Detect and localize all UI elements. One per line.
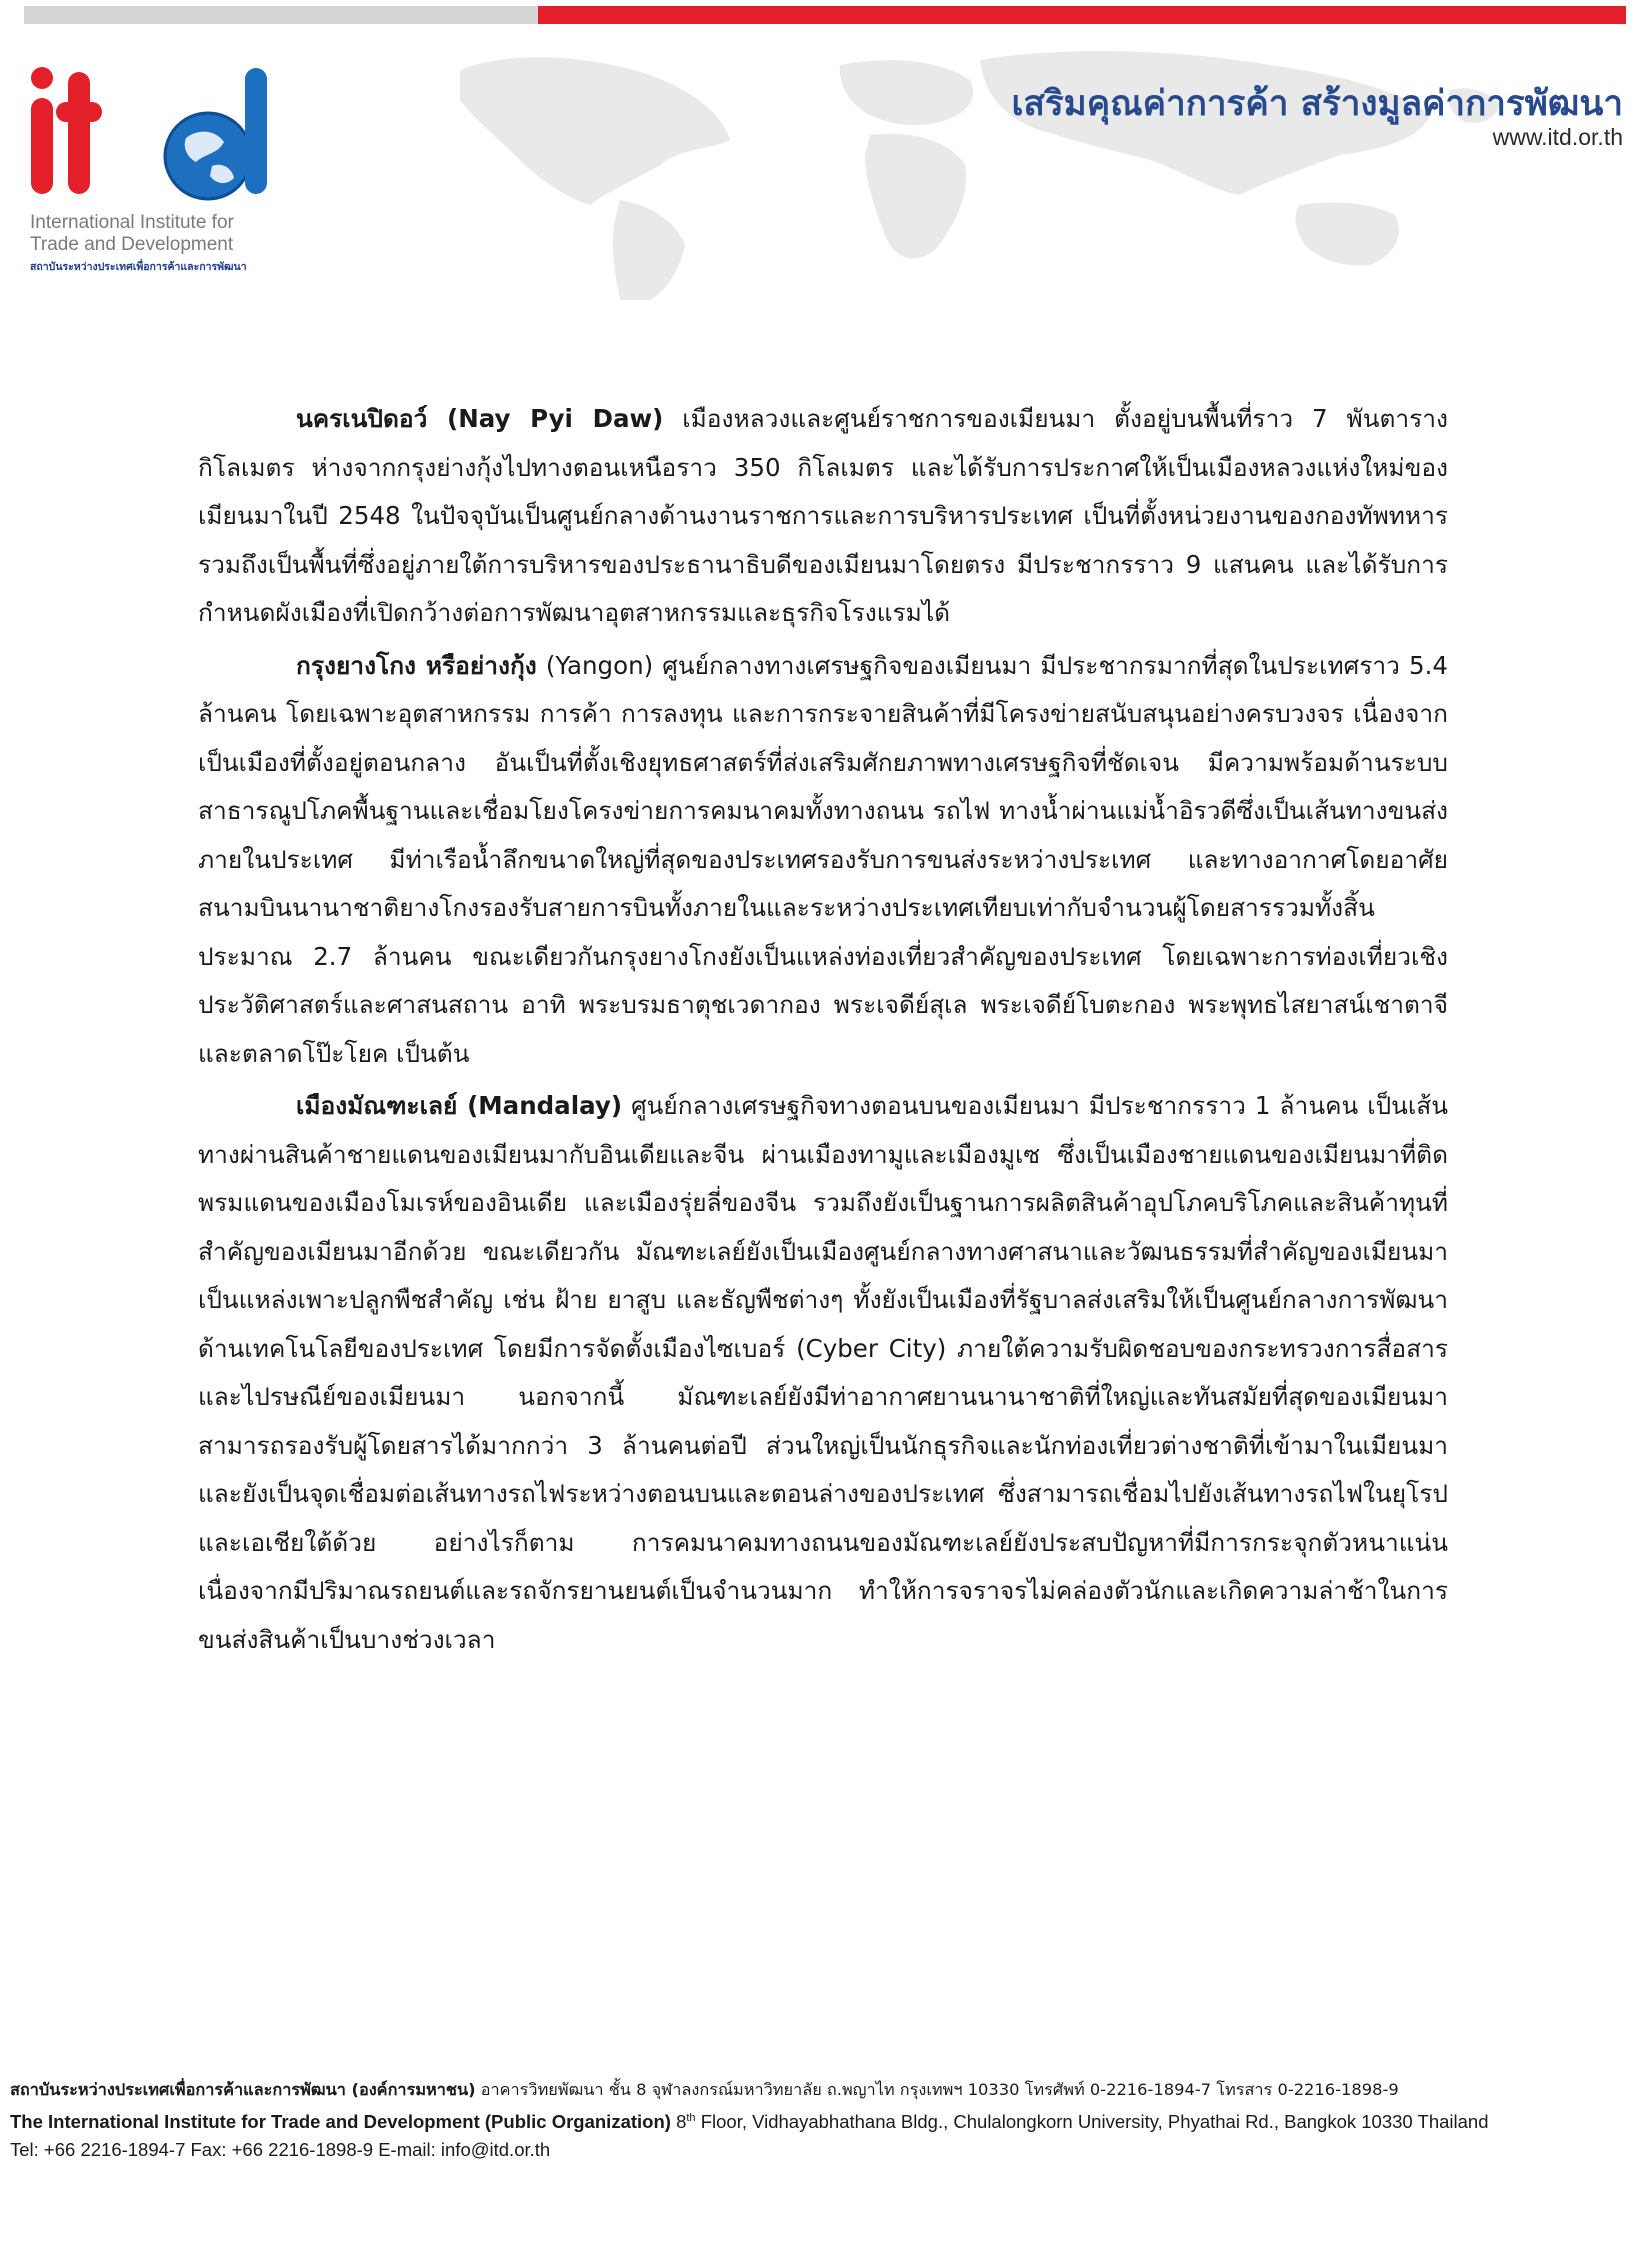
footer-english-floor: 8 <box>670 2111 687 2133</box>
page-footer <box>10 2076 1642 2164</box>
paragraph-naypyidaw <box>198 395 1448 638</box>
paragraph-yangon <box>198 642 1448 1079</box>
logo-english-line1: International Institute for <box>30 212 234 233</box>
paragraph-mandalay <box>198 1082 1448 1664</box>
footer-english-org: The International Institute for Trade and Development (Public Organization) <box>10 2111 671 2133</box>
footer-thai-org: สถาบันระหว่างประเทศเพื่อการค้าและการพัฒนา (องค์การมหาชน) <box>10 2080 476 2099</box>
paragraph-heading: นครเนปิดอว์ (Nay Pyi Daw) <box>296 404 664 433</box>
logo-english-line2: Trade and Development <box>30 234 234 255</box>
footer-english-address <box>10 2104 1642 2136</box>
paragraph-heading: กรุงยางโกง หรือย่างกุ้ง <box>296 650 537 680</box>
header-red-bar <box>538 6 1626 24</box>
logo-thai-name: สถาบันระหว่างประเทศเพื่อการค้าและการพัฒนา <box>30 261 247 273</box>
paragraph-text: เมืองหลวงและศูนย์ราชการของเมียนมา ตั้งอยู่บนพื้นที่ราว 7 พันตารางกิโลเมตร ห่างจากกรุงย่างกุ้งไปทางตอนเหนือราว 350 กิโลเมตร และได้รับการประกาศให้เป็นเมืองหลวงแห่งใหม่ของเมียนมาในปี 2548 ในปัจจุบันเป็นศูนย์กลางด้านงานราชการและการบริหารประเทศ เป็นที่ตั้งหน่วยงานของกองทัพทหาร รวมถึงเป็นพื้นที่ซึ่งอยู่ภายใต้การบริหารของประธานาธิบดีของเมียนมาโดยตรง มีประชากรราว 9 แสนคน และได้รับการกำหนดผังเมืองที่เปิดกว้างต่อการพัฒนาอุตสาหกรรมและธุรกิจโรงแรมได้ <box>198 404 1449 627</box>
paragraph-text: ศูนย์กลางเศรษฐกิจทางตอนบนของเมียนมา มีประชากรราว 1 ล้านคน เป็นเส้นทางผ่านสินค้าชายแดนของเมียนมากับอินเดียและจีน ผ่านเมืองทามูและเมืองมูเซ ซึ่งเป็นเมืองชายแดนของเมียนมาที่ติดพรมแดนของเมืองโมเรห์ของอินเดีย และเมืองรุ่ยลี่ของจีน รวมถึงยังเป็นฐานการผลิตสินค้าอุปโภคบริโภคและสินค้าทุนที่สำคัญของเมียนมาอีกด้วย ขณะเดียวกัน มัณฑะเลย์ยังเป็นเมืองศูนย์กลางทางศาสนาและวัฒนธรรมที่สำคัญของเมียนมา เป็นแหล่งเพาะปลูกพืชสำคัญ เช่น ฝ้าย ยาสูบ และธัญพืชต่างๆ ทั้งยังเป็นเมืองที่รัฐบาลส่งเสริมให้เป็นศูนย์กลางการพัฒนาด้านเทคโนโลยีของประเทศ โดยมีการจัดตั้งเมืองไซเบอร์ (Cyber City) ภายใต้ความรับผิดชอบของกระทรวงการสื่อสารและไปรษณีย์ของเมียนมา นอกจากนี้ มัณฑะเลย์ยังมีท่าอากาศยานนานาชาติที่ใหญ่และทันสมัยที่สุดของเมียนมา สามารถรองรับผู้โดยสารได้มากกว่า 3 ล้านคนต่อปี ส่วนใหญ่เป็นนักธุรกิจและนักท่องเที่ยวต่างชาติที่เข้ามาในเมียนมา และยังเป็นจุดเชื่อมต่อเส้นทางรถไฟระหว่างตอนบนและตอนล่างของประเทศ ซึ่งสามารถเชื่อมไปยังเส้นทางรถไฟในยุโรปและเอเชียใต้ด้วย อย่างไรก็ตาม การคมนาคมทางถนนของมัณฑะเลย์ยังประสบปัญหาที่มีการกระจุกตัวหนาแน่น เนื่องจากมีปริมาณรถยนต์และรถจักรยานยนต์เป็นจำนวนมาก ทำให้การจราจรไม่คล่องตัวนักและเกิดความล่าช้าในการขนส่งสินค้าเป็นบางช่วงเวลา <box>198 1091 1448 1654</box>
footer-contact: Tel: +66 2216-1894-7 Fax: +66 2216-1898-9 E-mail: info@itd.or.th <box>10 2139 551 2161</box>
world-map-watermark <box>420 30 1520 300</box>
itd-logo <box>26 58 296 278</box>
header-slogan: เสริมคุณค่าการค้า สร้างมูลค่าการพัฒนา <box>1011 84 1623 124</box>
footer-english-sup: th <box>686 2112 696 2124</box>
paragraph-text: (Yangon) ศูนย์กลางทางเศรษฐกิจของเมียนมา มีประชากรมากที่สุดในประเทศราว 5.4 ล้านคน โดยเฉพาะอุตสาหกรรม การค้า การลงทุน และการกระจายสินค้าที่มีโครงข่ายสนับสนุนอย่างครบวงจร เนื่องจากเป็นเมืองที่ตั้งอยู่ตอนกลาง อันเป็นที่ตั้งเชิงยุทธศาสตร์ที่ส่งเสริมศักยภาพทางเศรษฐกิจที่ชัดเจน มีความพร้อมด้านระบบสาธารณูปโภคพื้นฐานและเชื่อมโยงโครงข่ายการคมนาคมทั้งทางถนน รถไฟ ทางน้ำผ่านแม่น้ำอิรวดีซึ่งเป็นเส้นทางขนส่งภายในประเทศ มีท่าเรือน้ำลึกขนาดใหญ่ที่สุดของประเทศรองรับการขนส่งระหว่างประเทศ และทางอากาศโดยอาศัยสนามบินนานาชาติยางโกงรองรับสายการบินทั้งภายในและระหว่างประเทศเทียบเท่ากับจำนวนผู้โดยสารรวมทั้งสิ้นประมาณ 2.7 ล้านคน ขณะเดียวกันกรุงยางโกงยังเป็นแหล่งท่องเที่ยวสำคัญของประเทศ โดยเฉพาะการท่องเที่ยวเชิงประวัติศาสตร์และศาสนสถาน อาทิ พระบรมธาตุชเวดากอง พระเจดีย์สุเล พระเจดีย์โบตะกอง พระพุทธไสยาสน์เชาตาจี และตลาดโป๊ะโยค เป็นต้น <box>198 650 1448 1068</box>
header-grey-bar <box>24 6 538 24</box>
footer-thai-address <box>10 2076 1642 2104</box>
footer-english-details: Floor, Vidhayabhathana Bldg., Chulalongkorn University, Phyathai Rd., Bangkok 10330 Thailand <box>695 2111 1489 2133</box>
footer-thai-details: อาคารวิทยพัฒนา ชั้น 8 จุฬาลงกรณ์มหาวิทยาลัย ถ.พญาไท กรุงเทพฯ 10330 โทรศัพท์ 0-2216-1894-7 โทรสาร 0-2216-1898-9 <box>475 2080 1399 2099</box>
document-body <box>198 395 1448 1668</box>
header-website: www.itd.or.th <box>1492 124 1623 150</box>
itd-logo-mark <box>26 58 296 208</box>
paragraph-heading: เมืองมัณฑะเลย์ (Mandalay) <box>296 1091 623 1120</box>
